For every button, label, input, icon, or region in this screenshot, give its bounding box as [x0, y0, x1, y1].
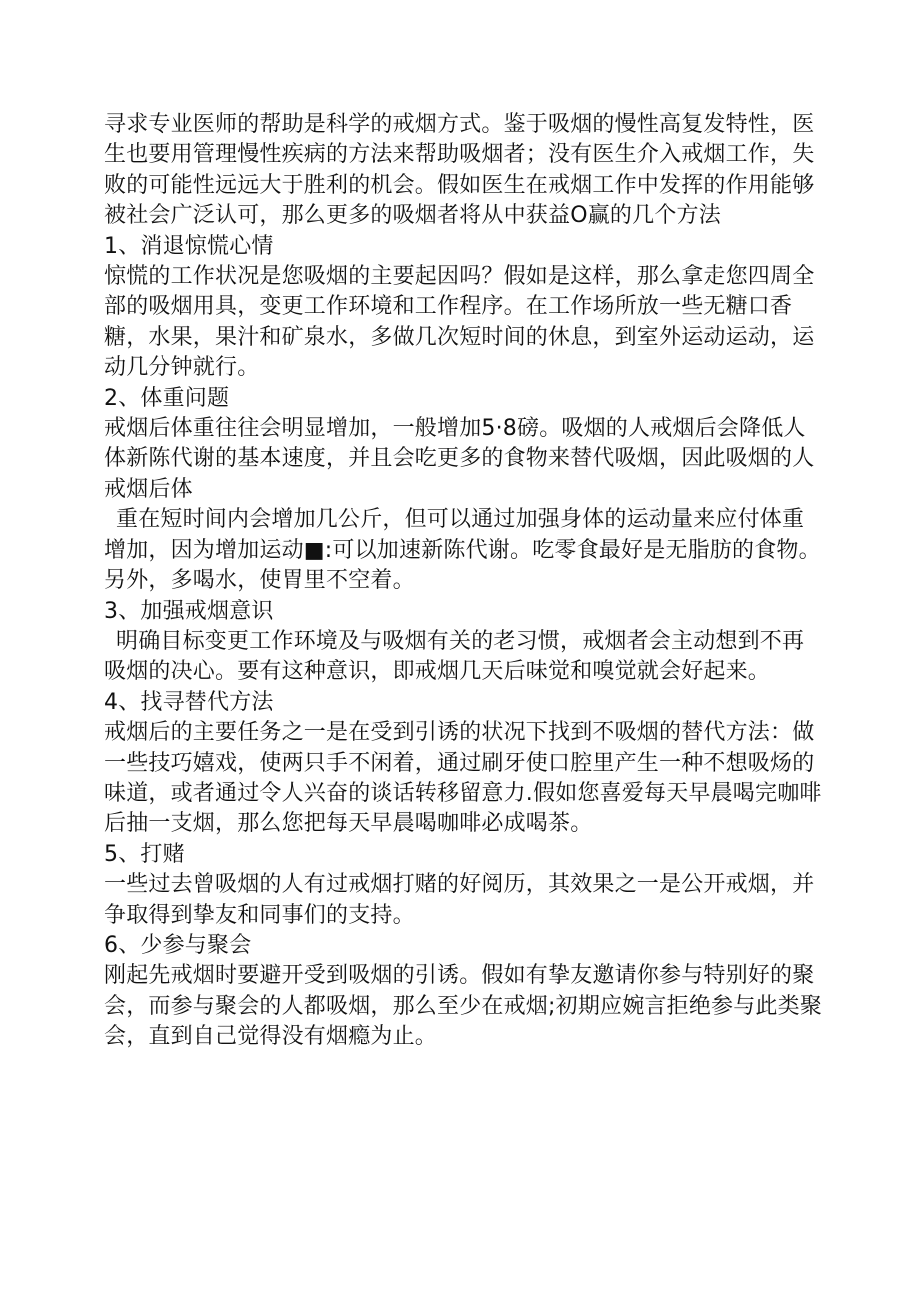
section-heading: 4、找寻替代方法 [104, 689, 274, 715]
section-5 [104, 840, 824, 931]
section-4 [104, 688, 824, 840]
section-paragraph: 一些过去曾吸烟的人有过戒烟打赌的好阅历，其效果之一是公开戒烟，并争取得到挚友和同事们的支持。 [104, 872, 815, 928]
section-heading: 5、打赌 [104, 841, 185, 867]
section-2 [104, 384, 824, 597]
section-3 [104, 597, 824, 688]
document-body [104, 110, 824, 1053]
section-heading: 2、体重问题 [104, 385, 230, 411]
section-paragraph: 戒烟后的主要任务之一是在受到引诱的状况下找到不吸烟的替代方法：做一些技巧嬉戏，使两只手不闲着，通过刷牙使口腔里产生一种不想吸炀的味道，或者通过令人兴奋的谈话转移留意力.假如您喜爱每天早晨喝完咖啡后抽一支烟，那么您把每天早晨喝咖啡必成喝茶。 [104, 720, 822, 837]
intro-paragraph: 寻求专业医师的帮助是科学的戒烟方式。鉴于吸烟的慢性高复发特性，医生也要用管理慢性疾病的方法来帮助吸烟者；没有医生介入戒烟工作，失败的可能性远远大于胜利的机会。假如医生在戒烟工作中发挥的作用能够被社会广泛认可，那么更多的吸烟者将从中获益O赢的几个方法 [104, 112, 815, 229]
section-6 [104, 931, 824, 1053]
section-paragraph: 重在短时间内会增加几公斤，但可以通过加强身体的运动量来应付体重增加，因为增加运动■:可以加速新陈代谢。吃零食最好是无脂肪的食物。另外，多喝水，使胃里不空着。 [104, 507, 821, 594]
section-paragraph: 惊慌的工作状况是您吸烟的主要起因吗？假如是这样，那么拿走您四周全部的吸烟用具，变更工作环境和工作程序。在工作场所放一些无糖口香糖，水果，果汁和矿泉水，多做几次短时间的休息，到室外运动运动，运动几分钟就行。 [104, 264, 815, 381]
section-paragraph: 刚起先戒烟时要避开受到吸烟的引诱。假如有挚友邀请你参与特别好的聚会，而参与聚会的人都吸烟，那么至少在戒烟;初期应婉言拒绝参与此类聚会，直到自己觉得没有烟瘾为止。 [104, 963, 823, 1050]
section-paragraph: 明确目标变更工作环境及与吸烟有关的老习惯，戒烟者会主动想到不再吸烟的决心。要有这种意识，即戒烟几天后味觉和嗅觉就会好起来。 [104, 628, 805, 685]
section-1 [104, 232, 824, 384]
section-heading: 3、加强戒烟意识 [104, 598, 274, 624]
section-heading: 1、消退惊慌心情 [104, 233, 274, 259]
section-heading: 6、少参与聚会 [104, 932, 252, 958]
section-paragraph: 戒烟后体重往往会明显增加，一般增加5·8磅。吸烟的人戒烟后会降低人体新陈代谢的基本速度，并且会吃更多的食物来替代吸烟，因此吸烟的人戒烟后体 [104, 416, 815, 502]
